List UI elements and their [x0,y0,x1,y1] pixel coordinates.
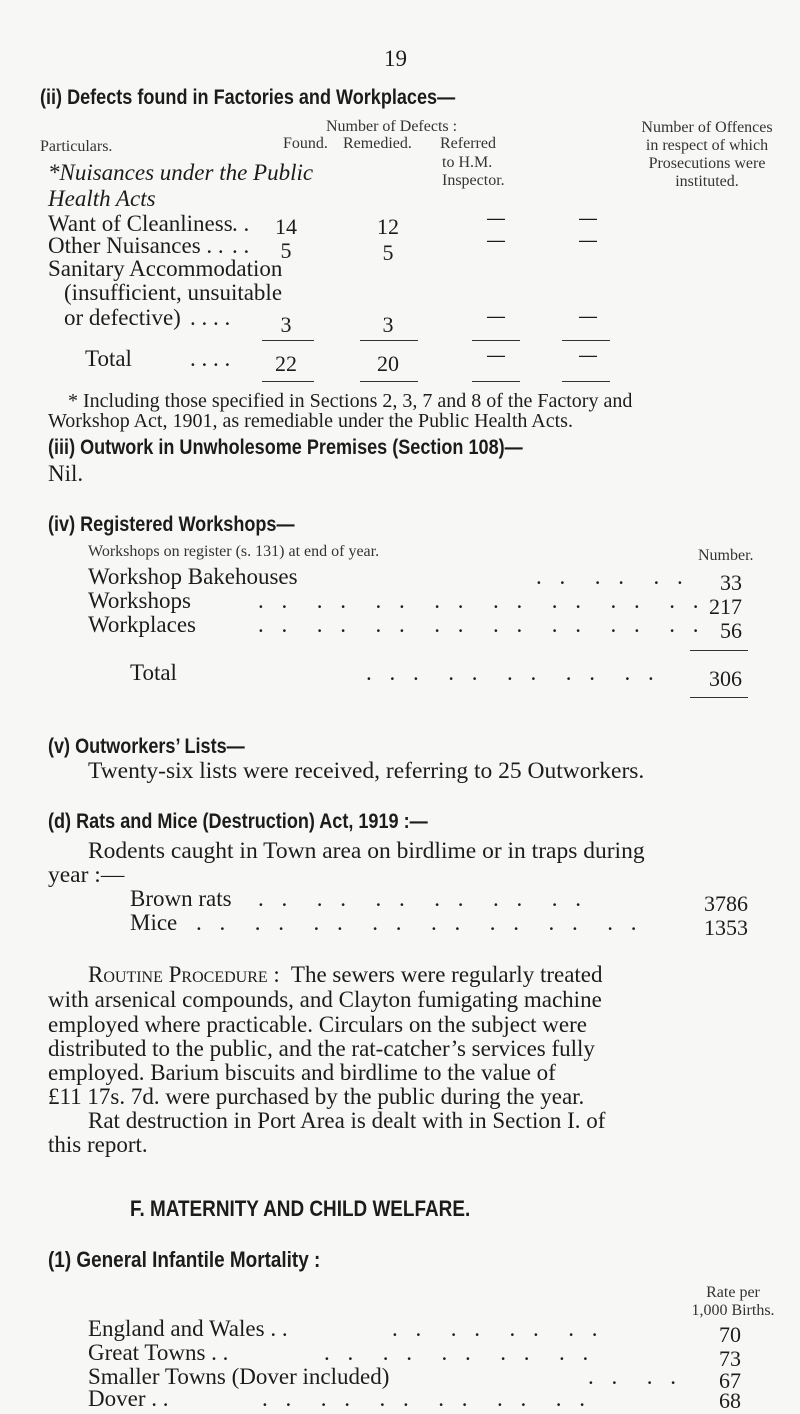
col-referred-1: Referred [440,135,496,152]
rate-col-1: Rate per [706,1284,760,1301]
total-offences: — [579,345,597,365]
total-leader: . . . . [190,346,231,371]
mortality-row-leader: . . . . . . . . . . . . [262,1386,591,1411]
rodent-row-label: Mice [130,910,178,935]
workshop-row-label: Workplaces [88,612,196,637]
row-label-1: Sanitary Accommodation [48,256,283,281]
workshop-row-value: 33 [720,570,742,595]
row-leader: . . [232,233,250,258]
total-label: Total [85,346,132,371]
rats-intro-line-2: year :— [48,862,125,888]
mortality-row-value: 70 [719,1322,741,1347]
row-found: 3 [280,312,292,337]
rodent-row-leader: . . . . . . . . . . . . [258,886,587,911]
col-offences-4: instituted. [675,173,739,190]
row-remedied: 5 [382,240,394,265]
routine-line-7: Rat destruction in Port Area is dealt with in Section I. of [88,1108,606,1133]
nuisances-title-1: *Nuisances under the Public [48,160,314,185]
workshops-total-label: Total [130,660,177,685]
outworkers-text: Twenty-six lists were received, referring to 25 Outworkers. [88,758,645,784]
row-remedied: 12 [377,214,399,239]
workshop-row-leader: . . . . . . . . . . . . . . . . [258,612,705,637]
mortality-row-value: 73 [719,1346,741,1371]
row-found: 14 [275,214,297,239]
outwork-value: Nil. [48,461,84,486]
row-referred: — [487,208,505,228]
workshop-row-label: Workshops [88,588,191,613]
workshops-total-rule [690,697,748,698]
mortality-row-label: Smaller Towns (Dover included) [88,1364,390,1389]
rodent-row-value: 3786 [704,891,748,916]
workshop-row-value: 56 [720,618,742,643]
row-remedied: 3 [382,312,394,337]
total-rule [562,381,610,382]
rodent-row-label: Brown rats [130,886,232,911]
workshops-heading: (iv) Registered Workshops— [48,513,295,536]
workshops-total-rule [690,650,748,651]
total-rule [262,381,314,382]
outworkers-heading: (v) Outworkers’ Lists— [48,735,245,758]
total-rule [360,381,418,382]
col-offences-1: Number of Offences [641,119,773,136]
col-remedied: Remedied. [343,135,412,152]
footnote-line-2: Workshop Act, 1901, as remediable under the Public Health Acts. [48,410,573,432]
workshop-row-label: Workshop Bakehouses [88,564,298,589]
row-leader: . . [232,211,250,236]
total-remedied: 20 [377,351,399,376]
mortality-row-value: 67 [719,1368,741,1393]
mortality-row-leader: . . . . [588,1364,682,1389]
mortality-row-label: England and Wales . . [88,1316,288,1341]
routine-text: The sewers were regularly treated [290,962,603,987]
row-label: Want of Cleanliness [48,211,233,236]
mortality-row-leader: . . . . . . . . . . [324,1340,595,1365]
total-rule [360,340,418,341]
workshop-row-leader: . . . . . . [536,564,689,589]
footnote-line-1: * Including those specified in Sections 2, 3, 7 and 8 of the Factory and [68,390,633,412]
col-referred-2: to H.M. [442,154,493,171]
row-label-2: (insufficient, unsuitable [64,280,283,305]
col-referred-3: Inspector. [442,172,505,189]
rats-heading: (d) Rats and Mice (Destruction) Act, 1919 :— [48,810,428,833]
workshops-total-value: 306 [709,666,742,691]
routine-line-2: with arsenical compounds, and Clayton fumigating machine [48,987,602,1012]
total-referred: — [487,345,505,365]
routine-line-4: distributed to the public, and the rat-catcher’s services fully [48,1036,595,1061]
routine-line-6: £11 17s. 7d. were purchased by the public during the year. [48,1084,585,1109]
rats-intro-line-1: Rodents caught in Town area on birdlime or in traps during [88,838,645,864]
total-rule [472,381,520,382]
workshops-sub-label: Workshops on register (s. 131) at end of year. [88,543,380,560]
routine-label: Routine Procedure : [88,962,280,987]
col-defects-group: Number of Defects : [326,118,458,135]
row-offences: — [579,230,597,250]
total-rule [262,340,314,341]
workshops-col-number: Number. [698,547,754,564]
mortality-row-leader: . . . . . . . . [392,1316,604,1341]
row-label: Other Nuisances . . [48,233,224,258]
row-leader: . . . . [190,305,231,330]
rodent-row-value: 1353 [704,915,748,940]
workshop-row-leader: . . . . . . . . . . . . . . . . [258,588,705,613]
defects-heading: (ii) Defects found in Factories and Workplaces— [40,86,456,109]
total-found: 22 [275,351,297,376]
routine-line-8: this report. [48,1132,148,1157]
col-offences-2: in respect of which [645,137,769,154]
total-rule [562,340,610,341]
row-referred: — [487,230,505,250]
row-referred: — [487,306,505,326]
page-number: 19 [384,46,407,71]
mortality-row-label: Great Towns . . [88,1340,229,1365]
mortality-row-value: 68 [719,1388,741,1413]
workshop-row-value: 217 [709,594,742,619]
rate-col-2: 1,000 Births. [691,1302,775,1319]
workshops-total-leader: . . . . . . . . . . . [366,660,660,685]
rodent-row-leader: . . . . . . . . . . . . . . . . [196,910,643,935]
routine-line-5: employed. Barium biscuits and birdlime to the value of [48,1060,556,1085]
mortality-row-label: Dover . . [88,1386,169,1411]
row-found: 5 [280,238,292,263]
row-offences: — [579,208,597,228]
total-rule [472,340,520,341]
routine-line-3: employed where practicable. Circulars on the subject were [48,1012,587,1037]
col-found: Found. [283,135,328,152]
row-offences: — [579,306,597,326]
col-particulars: Particulars. [40,138,113,155]
col-offences-3: Prosecutions were [648,155,766,172]
maternity-heading: F. MATERNITY AND CHILD WELFARE. [130,1196,471,1221]
nuisances-title-2: Health Acts [48,186,156,211]
row-label-3: or defective) [64,305,181,330]
mortality-heading: (1) General Infantile Mortality : [48,1247,321,1272]
routine-line-1 [88,962,603,988]
outwork-heading: (iii) Outwork in Unwholesome Premises (Section 108)— [48,436,523,459]
